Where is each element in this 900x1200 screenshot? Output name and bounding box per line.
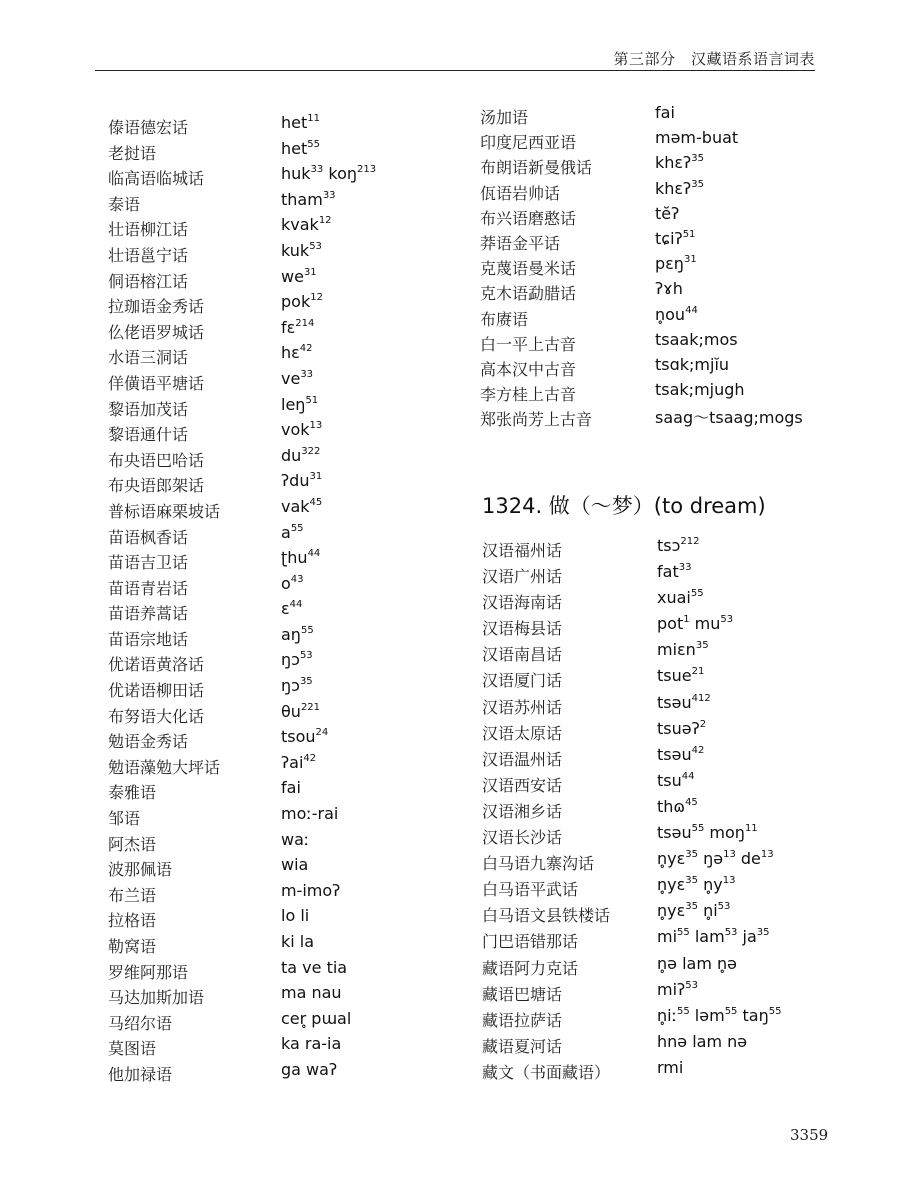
word-form: n̥iː$^{55}$ ləm$^{55}$ taŋ$^{55}$	[657, 1005, 782, 1025]
entry-row	[482, 770, 842, 799]
word-form: tsɑk;mjĭu	[655, 354, 730, 374]
word-form: ʔai$^{42}$	[281, 752, 317, 772]
entry-row	[482, 796, 842, 825]
word-form: tsue$^{21}$	[657, 666, 705, 686]
language-name: 苗语吉卫话	[108, 553, 189, 573]
language-name: 布央语郎架话	[108, 476, 205, 496]
language-name: 傣语德宏话	[108, 118, 189, 137]
word-form: ɛ$^{44}$	[281, 599, 303, 619]
entry-row	[480, 354, 840, 382]
entry-row	[108, 522, 438, 551]
word-form: m-imoʔ	[281, 880, 341, 900]
entry-row	[108, 217, 438, 243]
entry-row	[108, 829, 438, 858]
language-name: 优诺语黄洛话	[108, 655, 205, 675]
language-name: 马绍尔语	[108, 1013, 173, 1033]
language-name: 汉语广州话	[482, 567, 563, 587]
entry-row	[480, 256, 840, 281]
entry-row	[482, 1057, 842, 1086]
word-form: fai	[655, 103, 675, 122]
entry-row	[108, 1036, 438, 1062]
language-name: 汉语温州话	[482, 749, 563, 769]
entry-row	[108, 624, 438, 653]
language-name: 布努语大化话	[108, 706, 205, 726]
language-name: 布赓语	[480, 309, 529, 329]
language-name: 汉语长沙话	[482, 828, 563, 848]
word-form: waː	[281, 829, 310, 849]
section-heading: 1324. 做（～梦）(to dream)	[482, 494, 766, 518]
language-name: 临高语临城话	[108, 169, 205, 189]
entry-row	[108, 1008, 438, 1037]
language-name: 马达加斯加语	[108, 988, 205, 1008]
language-name: 高本汉中古音	[480, 359, 577, 379]
entry-row	[108, 189, 438, 218]
entry-row	[480, 382, 840, 407]
language-name: 布朗语新曼俄话	[480, 158, 593, 178]
word-form: n̥yɛ$^{35}$ $n̥i^{53}$	[657, 901, 731, 921]
language-name: 白马语平武话	[482, 880, 579, 900]
page-number: 3359	[790, 1126, 829, 1144]
entry-row	[482, 718, 842, 747]
entry-row	[108, 115, 438, 141]
word-form: xuai$^{55}$	[657, 588, 704, 608]
word-form: saag～tsaag;mogs	[655, 408, 803, 428]
word-form: huk$^{33}$ koŋ$^{213}$	[281, 164, 377, 184]
entry-row	[480, 304, 840, 332]
entry-row	[108, 880, 438, 909]
word-form: $a^{55}$	[281, 522, 304, 542]
word-form: vak$^{45}$	[281, 496, 323, 516]
word-form: tsaak;mos	[655, 329, 738, 349]
language-name: 佤语岩帅话	[480, 183, 561, 203]
language-name: 藏语巴塘话	[482, 984, 563, 1004]
entry-row	[108, 1059, 438, 1088]
language-name: 藏文（书面藏语）	[482, 1062, 611, 1082]
word-form: ka ra-ia	[281, 1034, 342, 1054]
word-form: $o^{43}$	[281, 573, 304, 593]
entry-row	[480, 407, 840, 432]
word-form: fai	[281, 778, 301, 798]
word-form: vok$^{13}$	[281, 420, 323, 440]
word-form: ki la	[281, 932, 315, 951]
language-name: 藏语夏河话	[482, 1036, 563, 1056]
word-form: khɛʔ$^{35}$	[655, 178, 704, 198]
entry-row	[482, 877, 842, 903]
word-form: moː-rai	[281, 804, 339, 824]
word-form: $\theta u^{221}$	[281, 701, 321, 721]
word-form: tĕʔ	[655, 203, 680, 223]
entry-row	[482, 642, 842, 668]
language-name: 郑张尚芳上古音	[480, 410, 593, 430]
entry-row	[482, 1031, 842, 1060]
entry-row	[108, 166, 438, 192]
language-name: 老挝语	[108, 143, 157, 163]
language-name: 壮语邕宁话	[108, 245, 189, 265]
language-name: 白一平上古音	[480, 334, 577, 354]
entry-row	[108, 240, 438, 269]
language-name: 印度尼西亚语	[480, 133, 577, 153]
entry-row	[482, 903, 842, 929]
word-form: ŋɔ$^{35}$	[281, 676, 313, 696]
entry-row	[108, 601, 438, 627]
language-name: 布兴语磨憨话	[480, 208, 577, 228]
word-form: $ve^{33}$	[281, 368, 314, 388]
entry-row	[108, 934, 438, 960]
word-form: n̥yɛ$^{35}$ ŋə$^{13}$ $de^{13}$	[657, 849, 774, 869]
entry-row	[482, 590, 842, 616]
entry-row	[108, 368, 438, 397]
word-form: het$^{55}$	[281, 138, 320, 158]
word-form: tsəu$^{55}$ moŋ$^{11}$	[657, 823, 758, 843]
entry-row	[108, 317, 438, 346]
entry-row	[108, 729, 438, 755]
word-form: ʈhu$^{44}$	[281, 548, 321, 568]
word-form: tham$^{33}$	[281, 189, 336, 209]
left-column	[108, 115, 438, 1088]
entry-row	[482, 744, 842, 773]
language-name: 克蔑语曼米话	[480, 259, 577, 279]
entry-row	[480, 155, 840, 180]
word-form: miɛn$^{35}$	[657, 640, 709, 660]
entry-row	[108, 908, 438, 934]
word-form: ma nau	[281, 983, 342, 1003]
word-form: lo li	[281, 906, 310, 926]
entry-row	[108, 345, 438, 371]
entry-row	[108, 985, 438, 1011]
language-name: 他加禄语	[108, 1064, 173, 1084]
word-form: pɛŋ$^{31}$	[655, 254, 697, 274]
language-name: 勒窝语	[108, 937, 157, 956]
word-form: thɷ$^{45}$	[657, 796, 698, 816]
language-name: 汉语湘乡话	[482, 801, 563, 821]
right-column-top	[480, 105, 840, 432]
language-name: 罗维阿那语	[108, 962, 189, 982]
word-form: tɕiʔ$^{51}$	[655, 228, 696, 248]
word-form: tsɔ$^{212}$	[657, 536, 700, 555]
word-form: hɛ$^{42}$	[281, 343, 313, 363]
language-name: 壮语柳江话	[108, 220, 189, 240]
entry-row	[108, 138, 438, 167]
language-name: 汉语南昌话	[482, 645, 563, 665]
language-name: 汉语福州话	[482, 541, 563, 560]
language-name: 莫图语	[108, 1039, 157, 1059]
entry-row	[482, 953, 842, 982]
word-form: tsu$^{44}$	[657, 770, 695, 790]
word-form: fɛ$^{214}$	[281, 317, 315, 337]
word-form: tsəu$^{42}$	[657, 744, 705, 764]
word-form: ta ve tia	[281, 957, 348, 977]
entry-row	[482, 692, 842, 721]
word-form: tsak;mjugh	[655, 380, 745, 400]
language-name: 侗语榕江话	[108, 271, 189, 291]
word-form: leŋ$^{51}$	[281, 394, 319, 414]
language-name: 李方桂上古音	[480, 385, 577, 405]
entry-row	[480, 329, 840, 357]
entry-row	[480, 130, 840, 155]
language-name: 汉语海南话	[482, 593, 563, 613]
language-name: 拉珈语金秀话	[108, 297, 205, 317]
header-rule	[95, 70, 815, 71]
word-form: ʔdu$^{31}$	[281, 471, 323, 491]
entry-row	[108, 652, 438, 678]
entry-row	[108, 573, 438, 602]
entry-row	[108, 806, 438, 832]
language-name: 汉语太原话	[482, 723, 563, 743]
word-form: $we^{31}$	[281, 266, 317, 286]
language-name: 克木语勐腊话	[480, 284, 577, 304]
language-name: 水语三洞话	[108, 348, 189, 368]
language-name: 汉语苏州话	[482, 697, 563, 717]
word-form: wia	[281, 855, 309, 875]
word-form: n̥yɛ$^{35}$ $n̥y^{13}$	[657, 875, 736, 895]
running-header: 第三部分 汉藏语系语言词表	[613, 50, 815, 68]
language-name: 泰雅语	[108, 783, 157, 803]
word-form: $du^{322}$	[281, 445, 321, 465]
entry-row	[108, 445, 438, 474]
entry-row	[482, 616, 842, 642]
language-name: 白马语九寨沟话	[482, 854, 595, 874]
entry-row	[480, 203, 840, 231]
entry-row	[108, 550, 438, 576]
word-form: pot$^1$ $mu^{53}$	[657, 614, 734, 634]
entry-row	[108, 473, 438, 499]
entry-row	[108, 266, 438, 295]
entry-row	[482, 929, 842, 955]
language-name: 仫佬语罗城话	[108, 322, 205, 342]
word-form: tsuəʔ$^2$	[657, 718, 707, 738]
word-form: het$^{11}$	[281, 113, 320, 132]
word-form: $aŋ^{55}$	[281, 624, 314, 644]
language-name: 苗语枫香话	[108, 527, 189, 547]
language-name: 汉语梅县话	[482, 619, 563, 639]
entry-row	[108, 957, 438, 986]
entry-row	[108, 701, 438, 730]
language-name: 勉语金秀话	[108, 732, 189, 752]
word-form: ga waʔ	[281, 1059, 338, 1079]
language-name: 佯僙语平塘话	[108, 373, 205, 393]
language-name: 拉格语	[108, 911, 157, 931]
language-name: 门巴语错那话	[482, 932, 579, 952]
language-name: 白马语文县铁楼话	[482, 906, 611, 926]
word-form: cer̥ pɯal	[281, 1008, 352, 1028]
language-name: 阿杰语	[108, 834, 157, 854]
word-form: $n̥ou^{44}$	[655, 304, 698, 324]
language-name: 黎语加茂话	[108, 399, 189, 419]
word-form: rmi	[657, 1057, 684, 1077]
entry-row	[482, 538, 842, 564]
word-form: n̥ə lam n̥ə	[657, 953, 737, 973]
entry-row	[482, 825, 842, 851]
word-form: $mi^{55}$ lam$^{53}$ $ja^{35}$	[657, 927, 770, 947]
language-name: 苗语养蒿话	[108, 604, 189, 624]
entry-row	[482, 668, 842, 694]
entry-row	[108, 780, 438, 806]
language-name: 汉语西安话	[482, 775, 563, 795]
language-name: 汉语厦门话	[482, 671, 563, 691]
entry-row	[108, 752, 438, 781]
word-form: ŋɔ$^{53}$	[281, 650, 313, 670]
entry-row	[482, 564, 842, 590]
language-name: 布央语巴哈话	[108, 450, 205, 470]
entry-row	[108, 857, 438, 883]
entry-row	[108, 422, 438, 448]
language-name: 普标语麻栗坡话	[108, 501, 221, 521]
language-name: 泰语	[108, 194, 141, 214]
language-name: 苗语青岩话	[108, 578, 189, 598]
word-form: miʔ$^{53}$	[657, 979, 698, 999]
word-form: məm-buat	[655, 128, 739, 148]
word-form: fat$^{33}$	[657, 562, 692, 582]
entry-row	[480, 281, 840, 306]
language-name: 勉语藻勉大坪话	[108, 757, 221, 777]
entry-row	[108, 496, 438, 525]
entry-row	[480, 105, 840, 130]
word-form: kuk$^{53}$	[281, 240, 322, 260]
language-name: 邹语	[108, 809, 141, 829]
language-name: 布兰语	[108, 885, 157, 905]
entry-row	[108, 678, 438, 704]
language-name: 莽语金平话	[480, 233, 561, 253]
word-form: kvak$^{12}$	[281, 215, 332, 235]
language-name: 藏语阿力克话	[482, 958, 579, 978]
word-form: khɛʔ$^{35}$	[655, 153, 704, 173]
language-name: 苗语宗地话	[108, 629, 189, 649]
right-column-bottom	[482, 538, 842, 1086]
entry-row	[108, 394, 438, 423]
word-form: tsou$^{24}$	[281, 727, 329, 747]
word-form: hnə lam nə	[657, 1031, 748, 1051]
entry-row	[482, 979, 842, 1008]
word-form: ʔɤh	[655, 279, 683, 299]
entry-row	[108, 294, 438, 320]
language-name: 汤加语	[480, 108, 529, 127]
entry-row	[482, 1005, 842, 1034]
language-name: 黎语通什话	[108, 425, 189, 445]
language-name: 藏语拉萨话	[482, 1010, 563, 1030]
word-form: tsəu$^{412}$	[657, 692, 711, 712]
entry-row	[480, 178, 840, 206]
entry-row	[482, 851, 842, 877]
word-form: pok$^{12}$	[281, 292, 323, 312]
entry-row	[480, 228, 840, 256]
language-name: 波那佩语	[108, 860, 173, 880]
language-name: 优诺语柳田话	[108, 681, 205, 701]
